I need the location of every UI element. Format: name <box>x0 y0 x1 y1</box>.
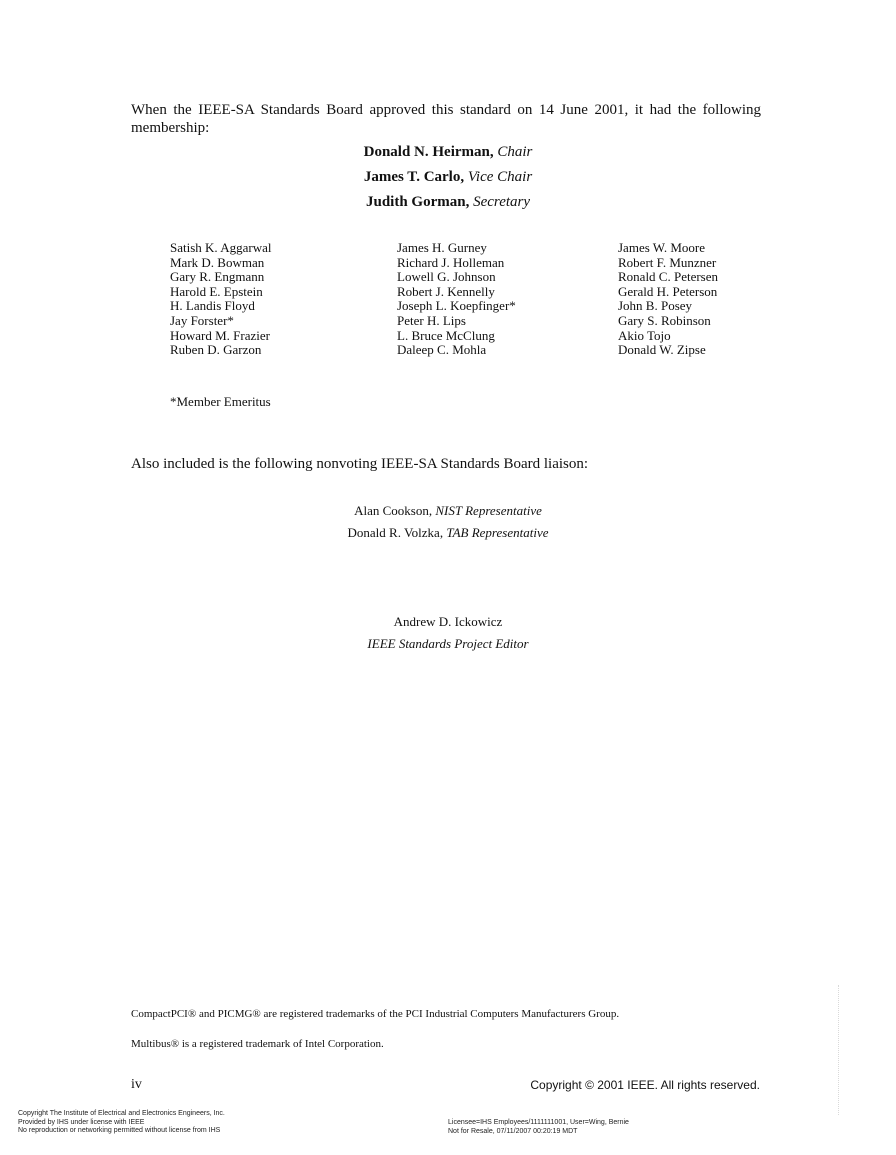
liaison-intro: Also included is the following nonvoting IEEE-SA Standards Board liaison: <box>131 456 589 472</box>
member-name: H. Landis Floyd <box>170 298 255 314</box>
member-name: Daleep C. Mohla <box>397 342 487 358</box>
liaison-tab <box>0 525 896 541</box>
footer-line: Licensee=IHS Employees/1111111001, User=Wing, Bernie <box>448 1119 629 1126</box>
member-name: Robert F. Munzner <box>618 254 717 270</box>
page-number: iv <box>131 1077 142 1092</box>
member-name: Gerald H. Peterson <box>618 283 718 299</box>
member-column-2 <box>397 241 516 358</box>
member-name: James H. Gurney <box>397 240 487 255</box>
trademark-note-compactpci: CompactPCI® and PICMG® are registered trademarks of the PCI Industrial Computers Manufacturers Group. <box>131 1008 620 1020</box>
member-name: Robert J. Kennelly <box>397 283 495 299</box>
member-name: Joseph L. Koepfinger* <box>397 298 516 314</box>
officer-name: James T. Carlo, <box>363 169 465 185</box>
member-name: Peter H. Lips <box>397 312 466 328</box>
liaison-role: NIST Representative <box>435 503 542 518</box>
footer-line: Copyright The Institute of Electrical and Electronics Engineers, Inc. <box>18 1110 225 1117</box>
member-name: Richard J. Holleman <box>397 254 505 270</box>
member-name: Akio Tojo <box>618 327 671 343</box>
footer-license-right <box>448 1119 629 1136</box>
member-name: Lowell G. Johnson <box>397 269 496 285</box>
trademark-note-multibus: Multibus® is a registered trademark of Intel Corporation. <box>131 1038 384 1050</box>
officer-secretary <box>0 194 896 211</box>
editor-role-text: IEEE Standards Project Editor <box>367 636 529 651</box>
footer-line: Not for Resale, 07/11/2007 00:20:19 MDT <box>448 1127 578 1135</box>
liaison-name: Donald R. Volzka, <box>347 525 444 540</box>
liaison-role: TAB Representative <box>446 525 549 540</box>
member-name: James W. Moore <box>618 240 706 255</box>
member-name: Donald W. Zipse <box>618 342 706 358</box>
officer-vice-chair <box>0 169 896 186</box>
member-name: Gary R. Engmann <box>170 269 265 285</box>
member-column-1 <box>170 241 271 358</box>
member-name: John B. Posey <box>618 298 693 314</box>
member-name: L. Bruce McClung <box>397 327 495 343</box>
member-name: Gary S. Robinson <box>618 312 711 328</box>
officer-role: Chair <box>497 144 533 160</box>
member-name: Ruben D. Garzon <box>170 342 262 358</box>
liaison-name: Alan Cookson, <box>354 503 433 518</box>
margin-watermark <box>838 985 847 1115</box>
member-name: Ronald C. Petersen <box>618 269 719 285</box>
footer-line: Provided by IHS under license with IEEE <box>18 1118 145 1126</box>
liaison-nist <box>0 503 896 519</box>
editor-role <box>0 636 896 652</box>
officer-role: Secretary <box>473 194 531 210</box>
officer-name: Judith Gorman, <box>365 194 470 210</box>
footer-line: No reproduction or networking permitted without license from IHS <box>18 1127 221 1134</box>
member-name: Jay Forster* <box>170 312 234 328</box>
officer-role: Vice Chair <box>467 169 533 185</box>
intro-paragraph: When the IEEE-SA Standards Board approved this standard on 14 June 2001, it had the following membership: <box>131 102 761 136</box>
member-name: Howard M. Frazier <box>170 327 270 343</box>
member-name: Satish K. Aggarwal <box>170 240 272 255</box>
footer-license-left <box>18 1110 225 1136</box>
emeritus-note: *Member Emeritus <box>170 394 271 409</box>
officer-name: Donald N. Heirman, <box>363 144 494 160</box>
member-name: Harold E. Epstein <box>170 283 263 299</box>
member-column-3 <box>618 241 718 358</box>
member-name: Mark D. Bowman <box>170 254 265 270</box>
officer-chair <box>0 144 896 161</box>
editor-name: Andrew D. Ickowicz <box>393 614 503 629</box>
copyright-notice: Copyright © 2001 IEEE. All rights reserved. <box>530 1078 760 1092</box>
